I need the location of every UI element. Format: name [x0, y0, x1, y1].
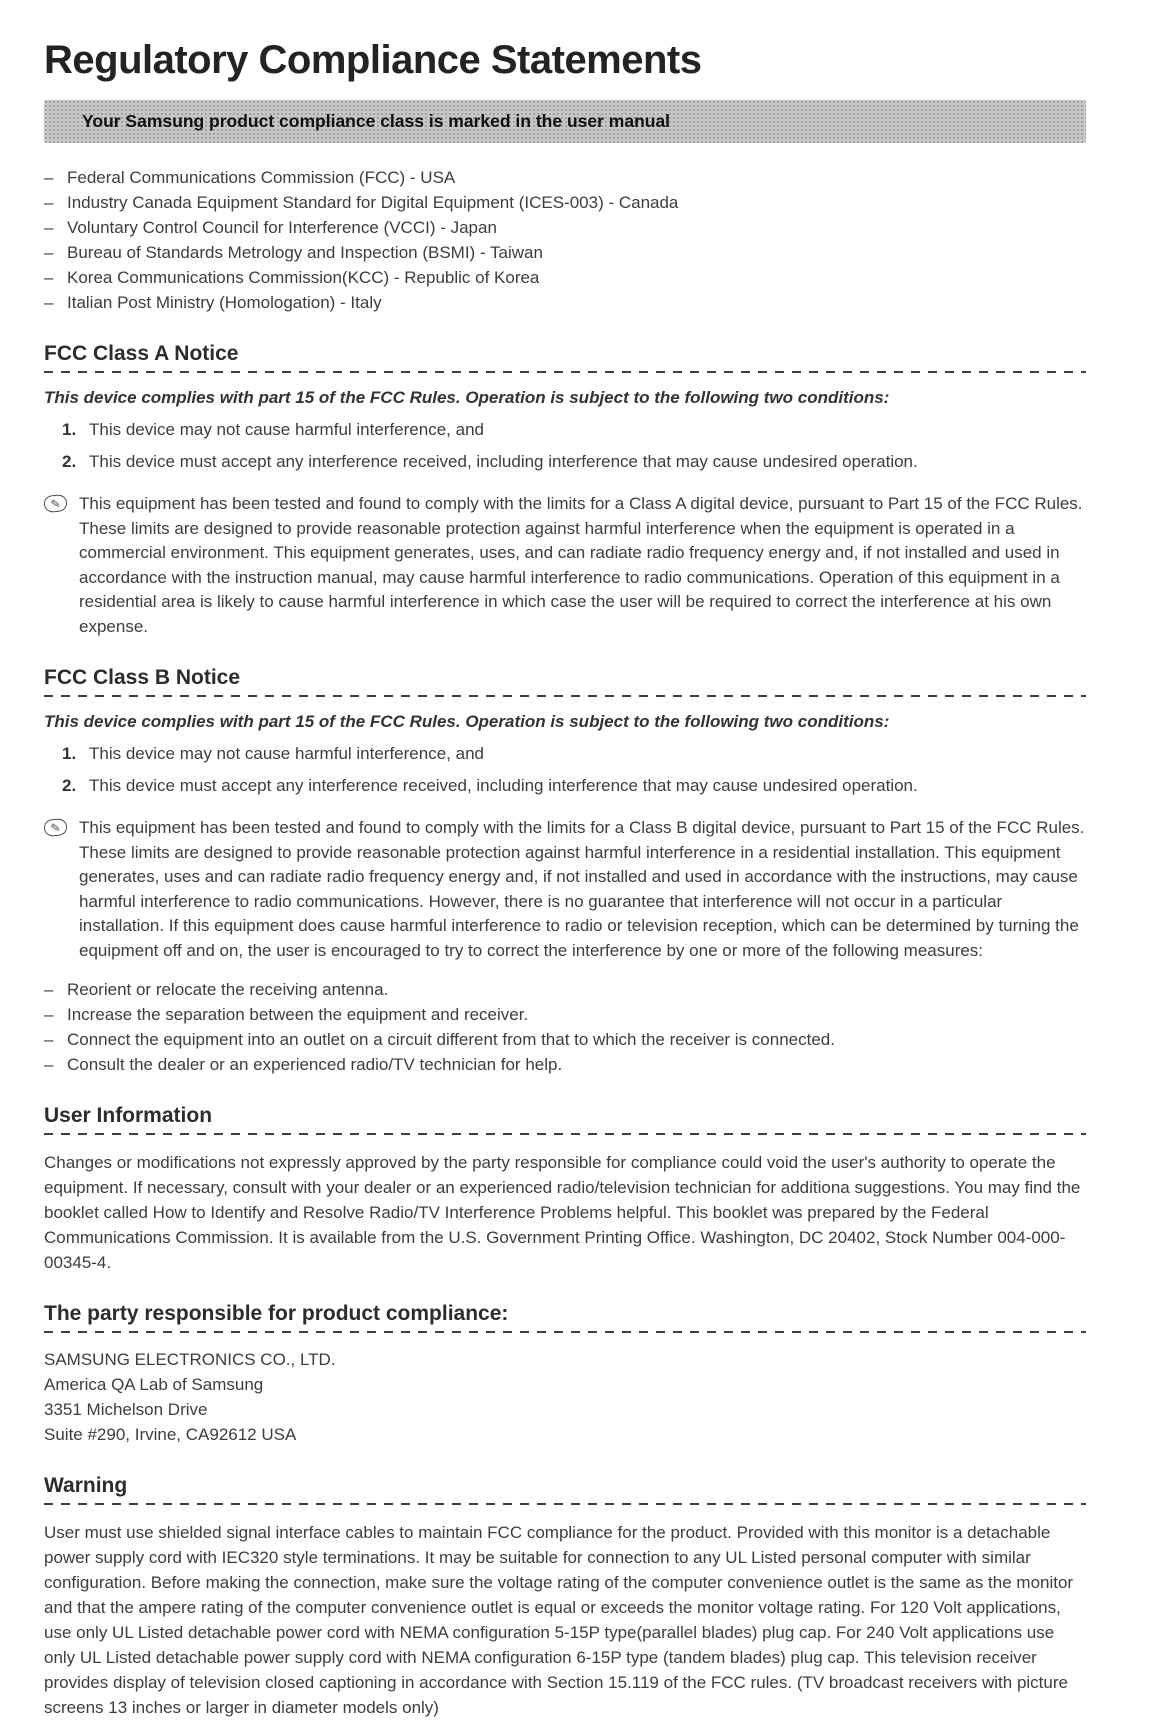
list-item	[44, 1002, 1086, 1027]
dashed-rule	[44, 1331, 1086, 1333]
list-item	[44, 215, 1086, 240]
section-body: Changes or modifications not expressly approved by the party responsible for compliance could void the user's authority to operate the equipment. If necessary, consult with your dealer or an experienced radio/television technician for additiona suggestions. You may find the booklet called How to Identify and Resolve Radio/TV Interference Problems helpful. This booklet was prepared by the Federal Communications Commission. It is available from the U.S. Government Printing Office. Washington, DC 20402, Stock Number 004-000-00345-4.	[44, 1153, 1081, 1273]
dash-bullet: –	[44, 243, 54, 262]
numbered-list	[44, 418, 1086, 473]
item-text: This device must accept any interference received, including interference that may cause undesired operation.	[89, 452, 918, 472]
numbered-item	[44, 450, 1086, 473]
list-item	[44, 977, 1086, 1002]
item-number: 1.	[62, 420, 77, 440]
dashed-rule	[44, 371, 1086, 373]
item-text: Voluntary Control Council for Interference (VCCI) - Japan	[67, 218, 497, 237]
section-heading: FCC Class A Notice	[44, 342, 239, 365]
section-heading: User Information	[44, 1104, 213, 1128]
list-item	[44, 290, 1086, 315]
note-block	[44, 816, 1086, 963]
note-text: This equipment has been tested and found to comply with the limits for a Class B digital device, pursuant to Part 15 of the FCC Rules. These limits are designed to provide reasonable protection against harmful interference in a residential installation. This equipment generates, uses and can radiate radio frequency energy and, if not installed and used in accordance with the instructions, may cause harmful interference to radio communications. However, there is no guarantee that interference will not occur in a particular installation. If this equipment does cause harmful interference to radio or television reception, which can be determined by turning the equipment off and on, the user is encouraged to try to correct the interference by one or more of the following measures:	[79, 818, 1085, 960]
dash-bullet: –	[44, 268, 54, 287]
item-text: Federal Communications Commission (FCC) - USA	[67, 168, 456, 187]
compliance-class-banner	[44, 100, 1086, 143]
compliance-agency-list	[44, 165, 1086, 315]
dashed-rule	[44, 695, 1086, 697]
section-user-information	[44, 1104, 1086, 1275]
list-item	[44, 1027, 1086, 1052]
item-text: Increase the separation between the equipment and receiver.	[67, 1005, 529, 1025]
section-heading: FCC Class B Notice	[44, 666, 241, 690]
list-item	[44, 240, 1086, 265]
note-pencil-icon: ✎	[43, 818, 68, 837]
dash-bullet: –	[44, 1030, 54, 1050]
item-text: Consult the dealer or an experienced radio/TV technician for help.	[67, 1055, 563, 1075]
note-pencil-icon: ✎	[43, 494, 68, 513]
address-line: America QA Lab of Samsung	[44, 1375, 264, 1395]
dashed-rule	[44, 1503, 1086, 1505]
page-title: Regulatory Compliance Statements	[44, 38, 702, 82]
item-text: Industry Canada Equipment Standard for Digital Equipment (ICES-003) - Canada	[67, 193, 679, 212]
list-item	[44, 265, 1086, 290]
item-number: 1.	[62, 744, 77, 764]
item-number: 2.	[62, 452, 77, 472]
section-warning	[44, 1474, 1086, 1720]
item-text: Italian Post Ministry (Homologation) - Italy	[67, 293, 382, 312]
section-heading: The party responsible for product compliance:	[44, 1302, 509, 1326]
dash-bullet: –	[44, 218, 54, 237]
note-text: This equipment has been tested and found to comply with the limits for a Class A digital device, pursuant to Part 15 of the FCC Rules. These limits are designed to provide reasonable protection against harmful interference when the equipment is operated in a commercial environment. This equipment generates, uses, and can radiate radio frequency energy and, if not installed and used in accordance with the instruction manual, may cause harmful interference to radio communications. Operation of this equipment in a residential area is likely to cause harmful interference in which case the user will be required to correct the interference at his own expense.	[79, 494, 1083, 636]
list-item	[44, 165, 1086, 190]
dash-bullet: –	[44, 193, 54, 212]
interference-measures-list	[44, 977, 1086, 1077]
list-item	[44, 190, 1086, 215]
item-text: Korea Communications Commission(KCC) - Republic of Korea	[67, 268, 540, 287]
condition-statement: This device complies with part 15 of the FCC Rules. Operation is subject to the following two conditions:	[44, 388, 890, 408]
dash-bullet: –	[44, 980, 54, 1000]
condition-statement: This device complies with part 15 of the FCC Rules. Operation is subject to the following two conditions:	[44, 712, 890, 732]
dashed-rule	[44, 1133, 1086, 1135]
item-text: Bureau of Standards Metrology and Inspection (BSMI) - Taiwan	[67, 243, 543, 262]
numbered-item	[44, 774, 1086, 797]
section-responsible-party	[44, 1302, 1086, 1447]
item-text: This device must accept any interference received, including interference that may cause undesired operation.	[89, 776, 918, 796]
item-text: This device may not cause harmful interference, and	[89, 420, 484, 440]
item-text: Reorient or relocate the receiving antenna.	[67, 980, 389, 1000]
section-fcc-class-b	[44, 666, 1086, 1077]
item-text: Connect the equipment into an outlet on a circuit different from that to which the receiver is connected.	[67, 1030, 835, 1050]
numbered-item	[44, 742, 1086, 765]
note-block	[44, 492, 1086, 639]
dash-bullet: –	[44, 1055, 54, 1075]
address-line: 3351 Michelson Drive	[44, 1400, 208, 1420]
address-line: SAMSUNG ELECTRONICS CO., LTD.	[44, 1350, 336, 1370]
item-number: 2.	[62, 776, 77, 796]
numbered-list	[44, 742, 1086, 797]
company-address	[44, 1347, 1086, 1447]
item-text: This device may not cause harmful interference, and	[89, 744, 484, 764]
dash-bullet: –	[44, 1005, 54, 1025]
numbered-item	[44, 418, 1086, 441]
address-line: Suite #290, Irvine, CA92612 USA	[44, 1425, 297, 1445]
banner-text: Your Samsung product compliance class is marked in the user manual	[82, 111, 671, 131]
dash-bullet: –	[44, 293, 54, 312]
section-body: User must use shielded signal interface cables to maintain FCC compliance for the product. Provided with this monitor is a detachable power supply cord with IEC320 style terminations. It may be suitable for connection to any UL Listed personal computer with similar configuration. Before making the connection, make sure the voltage rating of the computer convenience outlet is the same as the monitor and that the ampere rating of the computer convenience outlet is equal or exceeds the monitor voltage rating. For 120 Volt applications, use only UL Listed detachable power cord with NEMA configuration 5-15P type(parallel blades) plug cap. For 240 Volt applications use only UL Listed detachable power supply cord with NEMA configuration 6-15P type (tandem blades) plug cap. This television receiver provides display of television closed captioning in accordance with Section 15.119 of the FCC rules. (TV broadcast receivers with picture screens 13 inches or larger in diameter models only)	[44, 1523, 1074, 1718]
section-fcc-class-a	[44, 342, 1086, 639]
dash-bullet: –	[44, 168, 54, 187]
list-item	[44, 1052, 1086, 1077]
section-heading: Warning	[44, 1474, 128, 1498]
